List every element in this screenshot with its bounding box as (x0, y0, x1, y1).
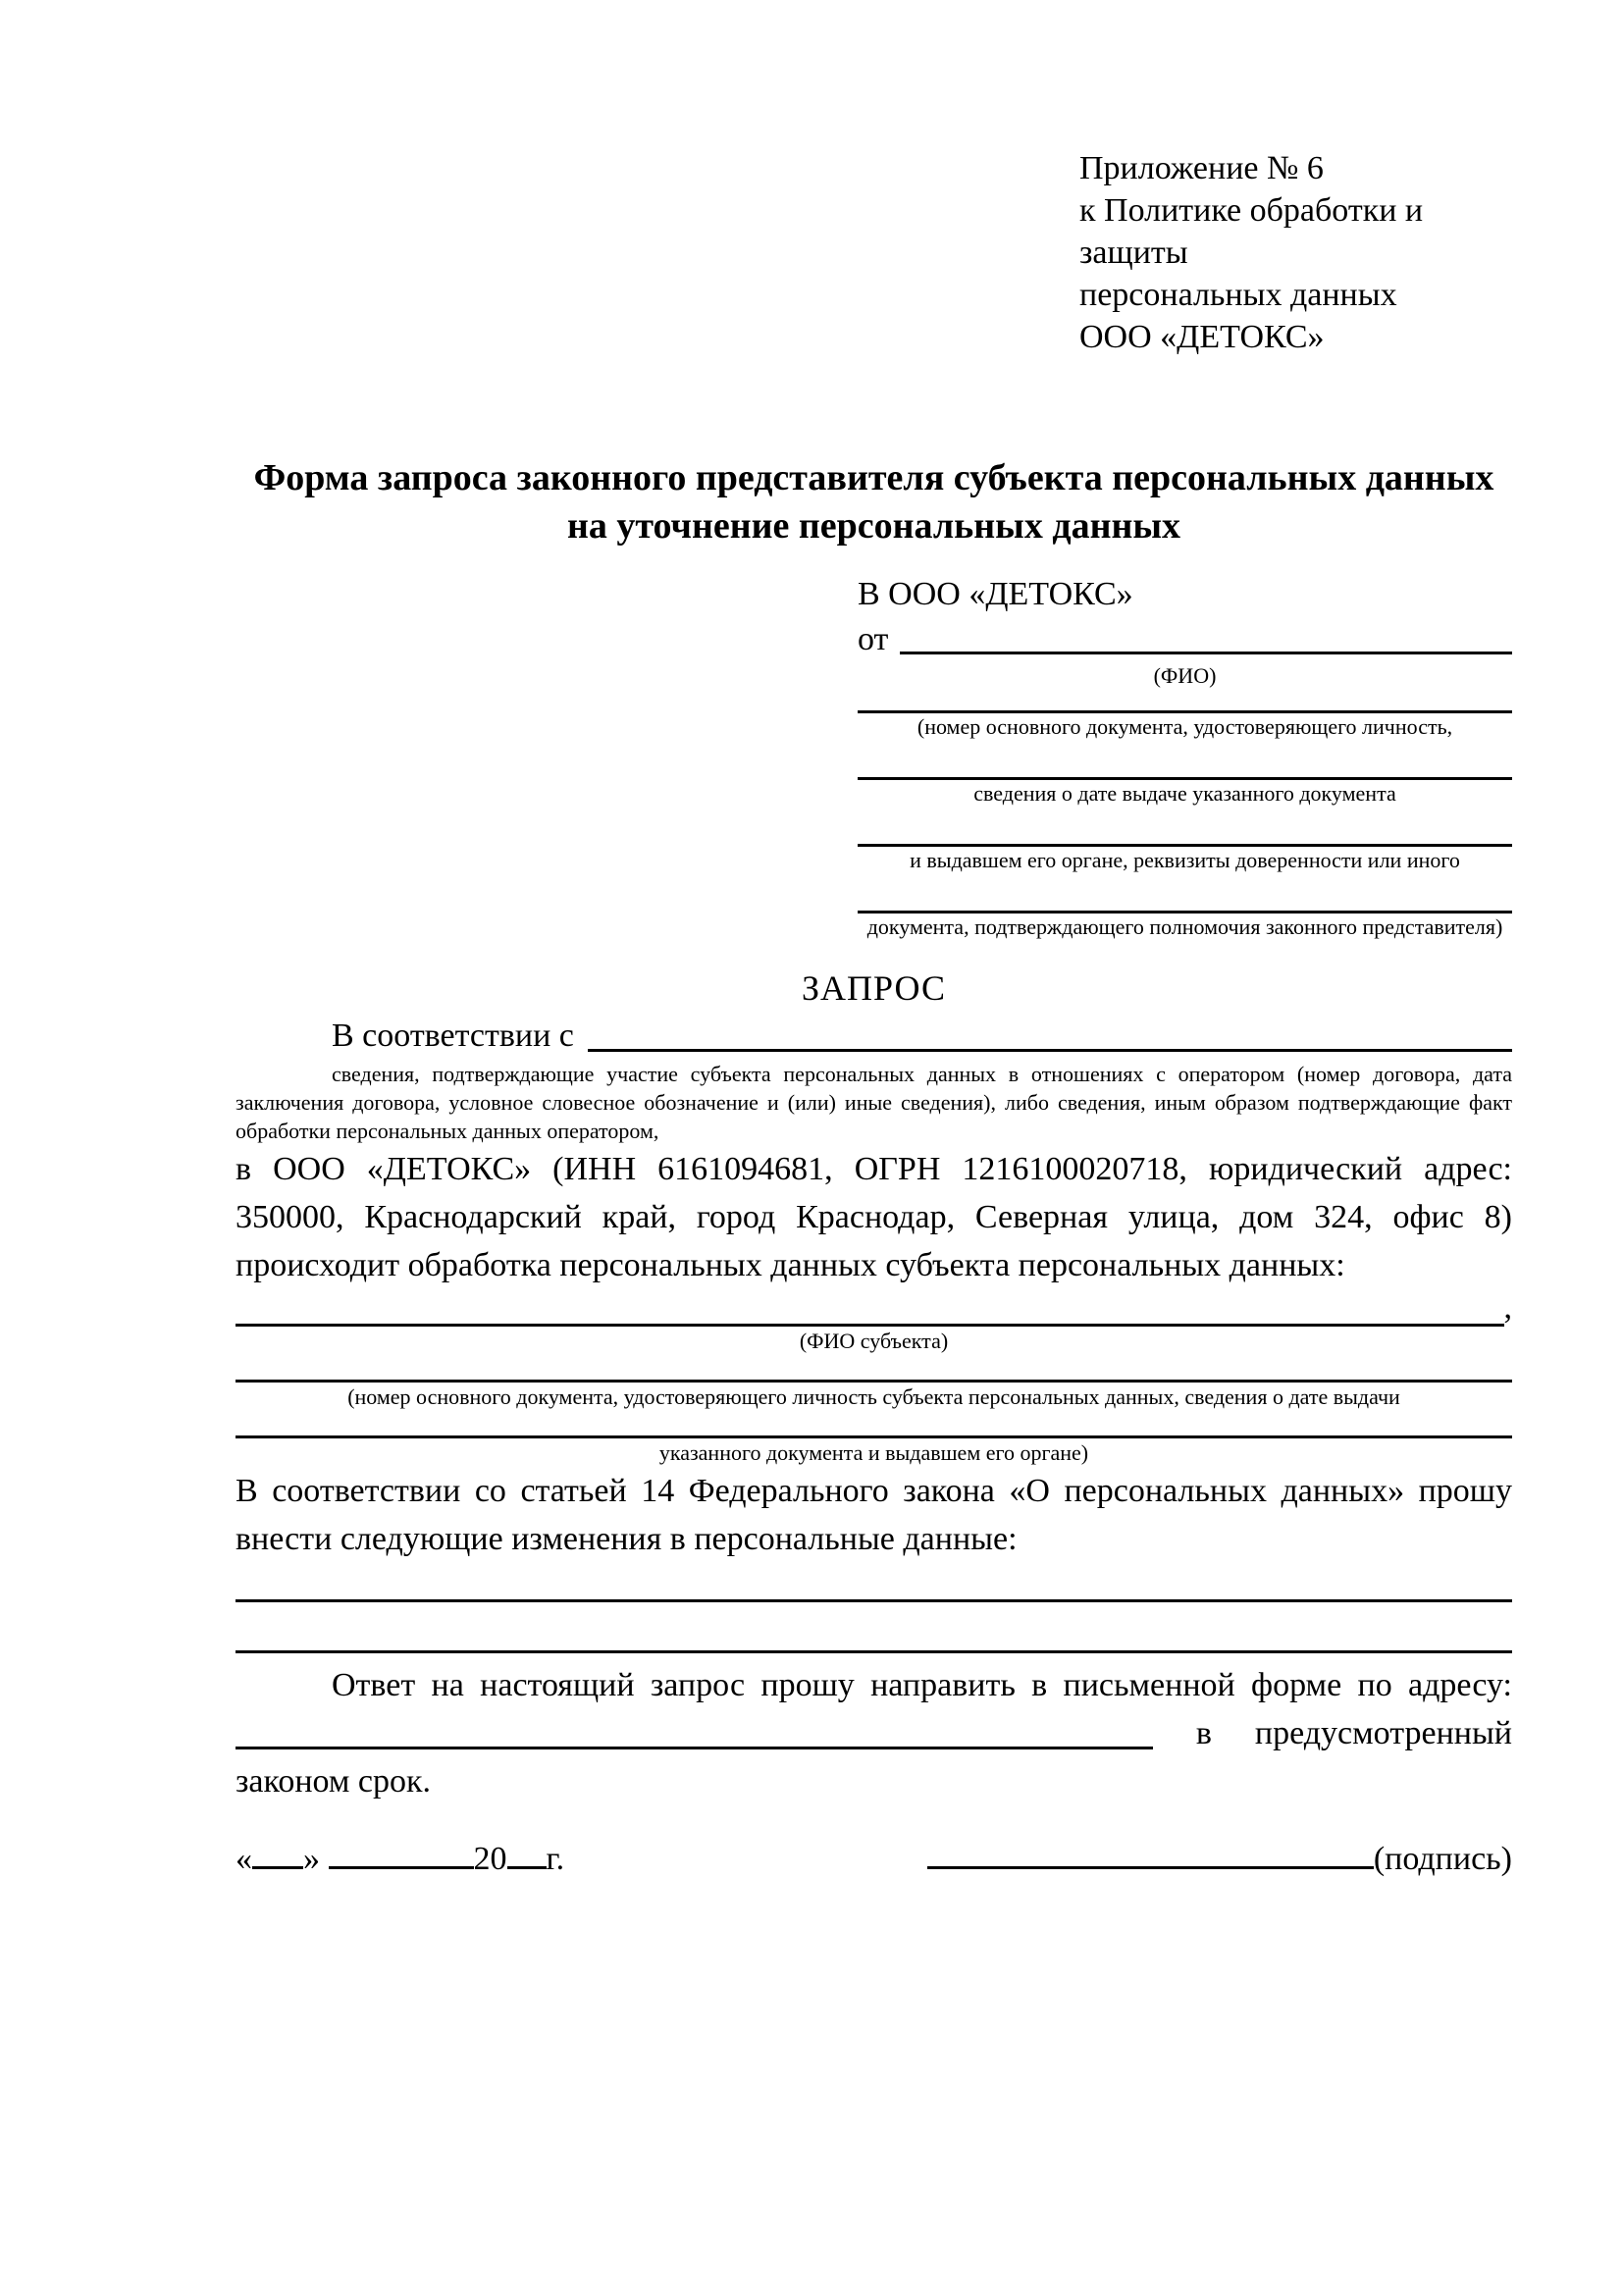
trailing-comma: , (1503, 1289, 1512, 1326)
basis-prefix: В соответствии с (332, 1018, 574, 1054)
form-title (236, 454, 1512, 550)
reply-address-row (236, 1709, 1512, 1757)
form-title-line-1: Форма запроса законного представителя субъекта персональных данных (253, 457, 1494, 498)
changes-blank-line-1 (236, 1563, 1512, 1602)
signature-caption: (подпись) (1373, 1841, 1512, 1877)
reply-address-blank-line (236, 1747, 1153, 1749)
date-day-blank (252, 1866, 303, 1869)
form-title-line-2: на уточнение персональных данных (566, 505, 1181, 547)
date-year-blank (507, 1866, 547, 1869)
field-caption-2: сведения о дате выдаче указанного документа (973, 781, 1396, 806)
fio-caption: (ФИО) (1153, 663, 1217, 688)
request-heading: ЗАПРОС (802, 968, 946, 1008)
signature-blank-line (927, 1866, 1374, 1869)
signature-group (927, 1835, 1512, 1883)
subject-document-blank-line-1 (236, 1355, 1512, 1383)
appendix-block (1079, 147, 1512, 358)
reply-paragraph-line: Ответ на настоящий запрос прошу направить в письменной форме по адресу: (332, 1667, 1512, 1703)
reply-end-word: предусмотренный (1254, 1715, 1512, 1751)
field-caption-4: документа, подтверждающего полномочия законного представителя) (866, 914, 1503, 939)
issue-date-blank-line (858, 741, 1512, 780)
basis-blank-line (588, 1049, 1512, 1052)
subject-document-caption-1: (номер основного документа, удостоверяющего личность субъекта персональных данных, сведения о дате выдачи (347, 1384, 1400, 1409)
date-century: 20 (473, 1841, 507, 1877)
basis-note: сведения, подтверждающие участие субъекта персональных данных в отношениях с оператором (номер договора, дата заключения договора, условное словесное обозначение и (или) иные сведения), либо сведения, иным образом подтверждающие факт обработки персональных данных оператором, (236, 1062, 1512, 1143)
date-year-suffix: г. (546, 1841, 565, 1877)
reply-last-line: законом срок. (236, 1763, 431, 1800)
date-quote-close: » (303, 1841, 320, 1877)
document-number-blank-line (858, 690, 1512, 713)
subject-document-blank-line-2 (236, 1411, 1512, 1438)
addressee-organization: В ООО «ДЕТОКС» (858, 576, 1133, 612)
addressee-block (858, 572, 1512, 941)
operator-paragraph: в ООО «ДЕТОКС» (ИНН 6161094681, ОГРН 1216100020718, юридический адрес: 350000, Краснодарский край, город Краснодар, Северная улица, дом 324, офис 8) происходит обработка персональных данных субъекта персональных данных: (236, 1151, 1512, 1283)
date-month-blank (329, 1866, 474, 1869)
appendix-line: Приложение № 6 (1079, 150, 1324, 186)
basis-row (236, 1012, 1512, 1060)
subject-document-caption-2: указанного документа и выдавшем его органе) (658, 1440, 1089, 1465)
subject-fio-row (236, 1289, 1512, 1327)
changes-blank-line-2 (236, 1602, 1512, 1653)
authority-document-blank-line (858, 874, 1512, 913)
appendix-line: к Политике обработки и защиты (1079, 192, 1424, 271)
from-row (858, 617, 1512, 662)
date-quote-open: « (236, 1841, 252, 1877)
appendix-line: персональных данных (1079, 277, 1397, 313)
reply-in-word: в (1195, 1715, 1212, 1751)
subject-fio-blank-line (236, 1313, 1504, 1327)
from-fio-blank-line (900, 652, 1512, 654)
field-caption-3: и выдавшем его органе, реквизиты доверенности или иного (910, 848, 1460, 872)
date-group (236, 1835, 564, 1883)
issuing-authority-blank-line (858, 808, 1512, 847)
law-paragraph: В соответствии со статьей 14 Федерального закона «О персональных данных» прошу внести следующие изменения в персональные данные: (236, 1473, 1512, 1557)
appendix-line: ООО «ДЕТОКС» (1079, 319, 1325, 355)
from-label: от (858, 621, 889, 657)
subject-fio-caption: (ФИО субъекта) (799, 1329, 949, 1353)
signature-row (236, 1835, 1512, 1883)
field-caption-1: (номер основного документа, удостоверяющего личность, (916, 714, 1453, 739)
